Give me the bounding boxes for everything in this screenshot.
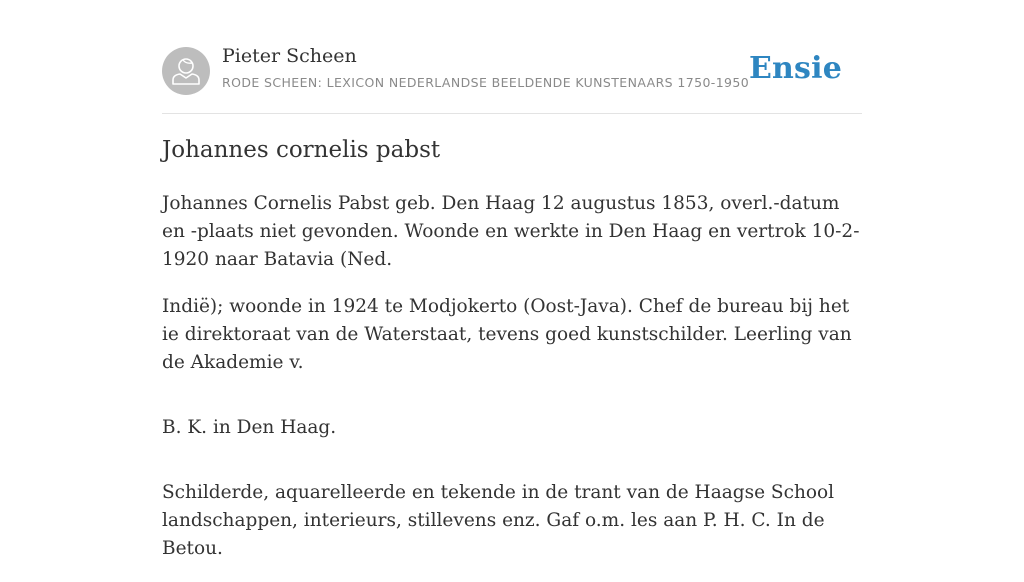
avatar[interactable] [162,47,210,95]
author-name[interactable]: Pieter Scheen [222,45,357,67]
paragraph: Schilderde, aquarelleerde en tekende in de trant van de Haagse School landschappen, interieurs, stillevens enz. Gaf o.m. les aan P. H. C. In de Betou. [162,482,835,559]
paragraph: Johannes Cornelis Pabst geb. Den Haag 12 augustus 1853, overl.-datum en -plaats niet gevonden. Woonde en werkte in Den Haag en vertrok 10-2-1920 naar Batavia (Ned. [162,193,860,270]
article-header [162,0,862,114]
paragraph: Indië); woonde in 1924 te Modjokerto (Oost-Java). Chef de bureau bij het ie direktoraat van de Waterstaat, tevens goed kunstschilder. Leerling van de Akademie v. [162,296,852,373]
article-title: Johannes cornelis pabst [162,137,441,163]
user-icon [162,47,210,95]
paragraph: B. K. in Den Haag. [162,417,337,438]
article-page [162,0,862,559]
source-label: RODE SCHEEN: LEXICON NEDERLANDSE BEELDENDE KUNSTENAARS 1750-1950 [222,75,750,90]
article-body [162,190,862,582]
ensie-logo[interactable]: Ensie [748,51,842,86]
